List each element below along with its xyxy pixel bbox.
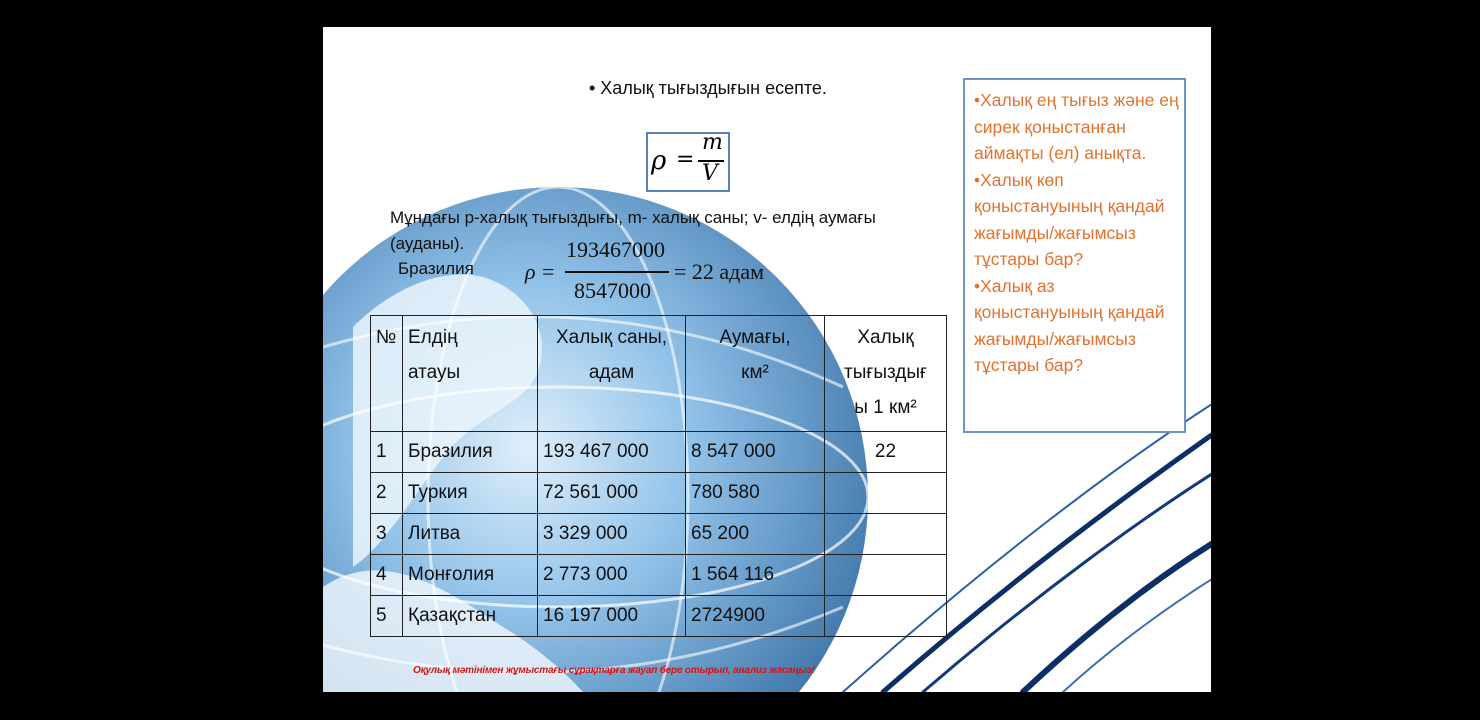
header-country-name	[403, 316, 538, 432]
task-title: • Халық тығыздығын есепте.	[589, 78, 827, 98]
example-denominator: 8547000	[574, 278, 651, 303]
cell-density	[825, 596, 947, 637]
cell-area: 780 580	[686, 473, 825, 514]
density-formula	[646, 132, 730, 192]
formula-rho: ρ	[651, 146, 667, 176]
header-density-line: ы 1 км²	[854, 397, 917, 418]
cell-num: 1	[371, 432, 403, 473]
cell-population: 193 467 000	[538, 432, 686, 473]
footer-note: Оқулық мәтінімен жұмыстағы сұрақтарға жауап бере отырып, анализ жасаңыз!	[413, 665, 815, 676]
cell-population: 72 561 000	[538, 473, 686, 514]
example-calculation	[525, 232, 805, 308]
header-density	[825, 316, 947, 432]
explanation-line-2: (ауданы).	[390, 234, 465, 253]
example-result: = 22 адам	[674, 259, 765, 284]
header-density-line: Халық	[857, 327, 914, 348]
table-row	[371, 514, 947, 555]
cell-country: Бразилия	[403, 432, 538, 473]
formula-equals: =	[676, 147, 695, 172]
question-item: •Халық ең тығыз және ең сирек қоныстанған аймақты (ел) анықта.	[974, 90, 1179, 163]
header-population-line: Халық саны,	[555, 327, 668, 348]
example-rho: ρ	[525, 259, 536, 284]
example-country: Бразилия	[398, 259, 474, 278]
header-area-line: Аумағы,	[719, 327, 791, 348]
header-area-line: км²	[741, 362, 769, 383]
header-num: №	[371, 316, 403, 432]
cell-country: Литва	[403, 514, 538, 555]
table-row	[371, 473, 947, 514]
header-area	[686, 316, 825, 432]
cell-country: Қазақстан	[403, 596, 538, 637]
header-country-name-line: Елдің	[408, 327, 458, 348]
cell-num: 3	[371, 514, 403, 555]
header-country-name-line: атауы	[408, 362, 461, 383]
example-fraction-line	[565, 271, 669, 273]
cell-country: Туркия	[403, 473, 538, 514]
cell-area: 1 564 116	[686, 555, 825, 596]
example-equals: =	[542, 259, 555, 284]
header-density-line: тығыздығ	[844, 362, 927, 383]
cell-area: 8 547 000	[686, 432, 825, 473]
cell-area: 65 200	[686, 514, 825, 555]
cell-area: 2724900	[686, 596, 825, 637]
cell-population: 2 773 000	[538, 555, 686, 596]
cell-population: 3 329 000	[538, 514, 686, 555]
questions-box	[963, 78, 1186, 433]
table-row	[371, 432, 947, 473]
table-row	[371, 555, 947, 596]
table-row	[371, 596, 947, 637]
table-header-row	[371, 316, 947, 432]
explanation-line-1: Мұндағы р-халық тығыздығы, m- халық саны; v- елдің аумағы	[390, 208, 876, 227]
presentation-slide	[323, 27, 1211, 692]
header-population-line: адам	[588, 362, 635, 383]
cell-density: 22	[825, 432, 947, 473]
cell-density	[825, 514, 947, 555]
example-numerator: 193467000	[566, 237, 665, 262]
cell-num: 5	[371, 596, 403, 637]
population-table	[370, 315, 947, 637]
formula-numerator: m	[702, 130, 723, 155]
cell-population: 16 197 000	[538, 596, 686, 637]
cell-num: 2	[371, 473, 403, 514]
cell-country: Монғолия	[403, 555, 538, 596]
cell-density	[825, 555, 947, 596]
cell-density	[825, 473, 947, 514]
formula-denominator: V	[702, 161, 718, 186]
question-item: •Халық көп қоныстануының қандай жағымды/жағымсыз тұстары бар?	[974, 169, 1165, 269]
header-population	[538, 316, 686, 432]
question-item: •Халық аз қоныстануының қандай жағымды/жағымсыз тұстары бар?	[974, 275, 1165, 375]
cell-num: 4	[371, 555, 403, 596]
